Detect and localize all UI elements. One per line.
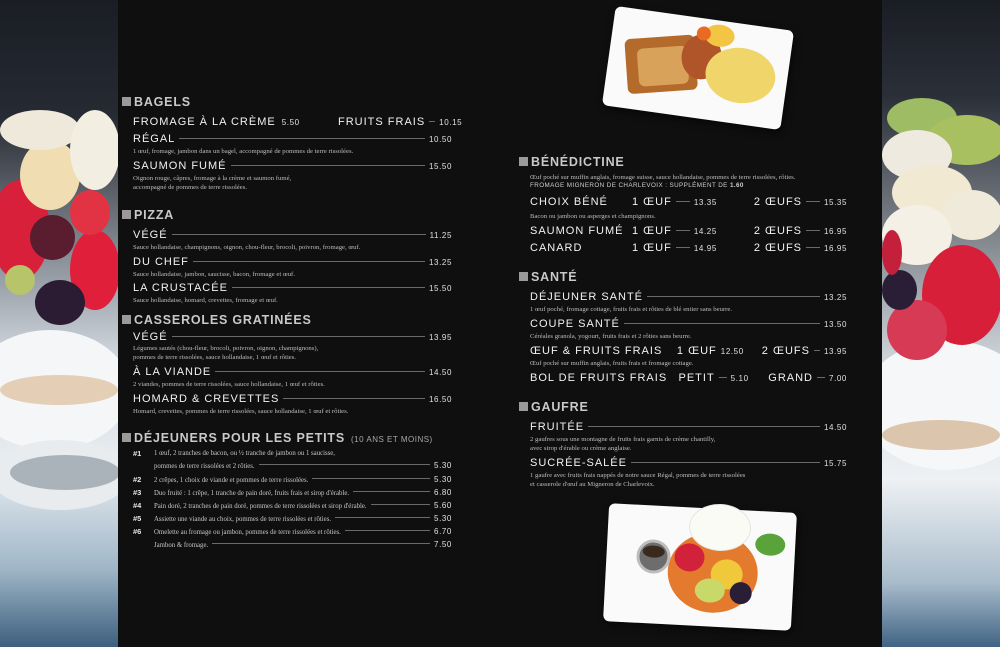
kid-item-text: Assiette une viande au choix, pommes de terre rissolées et rôties. bbox=[154, 516, 332, 523]
square-bullet-icon bbox=[122, 97, 131, 106]
price-petit: 5.10 bbox=[730, 374, 749, 383]
kid-item-text: Omelette au fromage ou jambon, pommes de terre rissolées et rôties. bbox=[154, 529, 341, 536]
menu-item-oeuf-fruits bbox=[530, 345, 847, 357]
left-food-photo bbox=[0, 0, 118, 647]
item-description: Oignon rouge, câpres, fromage à la crème et saumon fumé, bbox=[133, 175, 292, 182]
leader-line bbox=[676, 230, 690, 231]
two-eggs-label: 2 ŒUFS bbox=[753, 196, 803, 208]
leader-line bbox=[817, 377, 825, 378]
kid-item-6b bbox=[154, 540, 452, 549]
section-subtitle: (10 ANS ET MOINS) bbox=[351, 435, 433, 444]
bowl-shape bbox=[882, 340, 1000, 470]
leader-line bbox=[676, 247, 690, 248]
price-one-egg: 12.50 bbox=[720, 347, 744, 356]
item-name: À LA VIANDE bbox=[133, 366, 212, 378]
section-title-text: SANTÉ bbox=[531, 270, 578, 284]
kid-item-6 bbox=[154, 527, 452, 536]
square-bullet-icon bbox=[122, 433, 131, 442]
square-bullet-icon bbox=[122, 315, 131, 324]
section-title-text: BAGELS bbox=[134, 95, 191, 109]
supplement-note bbox=[530, 182, 744, 189]
item-price: 5.50 bbox=[281, 118, 300, 127]
menu-item-dejeuner-sante bbox=[530, 291, 847, 303]
blackberry-shape bbox=[35, 280, 85, 325]
raspberry-shape bbox=[70, 190, 110, 235]
section-title-text: PIZZA bbox=[134, 208, 175, 222]
strawberry-shape-2 bbox=[882, 230, 902, 275]
item-price: 14.50 bbox=[823, 423, 847, 432]
menu-item-fruits-frais-bagel bbox=[338, 116, 463, 128]
petit-label: PETIT bbox=[678, 372, 715, 384]
section-title-text: BÉNÉDICTINE bbox=[531, 155, 625, 169]
item-price: 14.50 bbox=[428, 368, 452, 377]
spoon-shape bbox=[10, 455, 118, 490]
two-eggs-label: 2 ŒUFS bbox=[753, 225, 803, 237]
kid-item-text: Pain doré, 2 tranches de pain doré, pommes de terre rissolées et sirop d'érable. bbox=[154, 503, 367, 510]
section-title-benedictine bbox=[519, 155, 625, 169]
item-name: SAUMON FUMÉ bbox=[530, 225, 624, 237]
item-price: 10.15 bbox=[439, 118, 463, 127]
item-price: 5.30 bbox=[434, 514, 452, 523]
section-title-gaufre bbox=[519, 400, 589, 414]
item-description: Sauce hollandaise, champignons, oignon, chou-fleur, brocoli, poivron, fromage, œuf. bbox=[133, 244, 361, 251]
grand-label: GRAND bbox=[768, 372, 814, 384]
kid-item-text: Jambon & fromage. bbox=[154, 542, 209, 549]
leader-line bbox=[212, 543, 430, 544]
menu-item-pizza-vege bbox=[133, 229, 452, 241]
item-description: 1 œuf poché, fromage cottage, fruits frais et rôties de blé entier sans beurre. bbox=[530, 306, 733, 313]
banana-shape-2 bbox=[70, 110, 118, 190]
section-title-casseroles bbox=[122, 313, 312, 327]
item-price: 6.70 bbox=[434, 527, 452, 536]
leader-line bbox=[814, 350, 820, 351]
item-price: 11.25 bbox=[429, 231, 452, 240]
item-description: 2 gaufres sous une montagne de fruits frais garnis de crème chantilly, bbox=[530, 436, 716, 443]
leader-line bbox=[179, 138, 425, 139]
banana-shape bbox=[0, 110, 80, 150]
leader-line bbox=[806, 247, 820, 248]
menu-panel bbox=[118, 0, 882, 647]
grape-shape bbox=[30, 215, 75, 260]
menu-item-fromage-creme bbox=[133, 116, 333, 128]
granola-shape bbox=[882, 420, 1000, 450]
kid-item-4 bbox=[154, 501, 452, 510]
item-name: ŒUF & FRUITS FRAIS bbox=[530, 345, 663, 357]
item-price: 13.25 bbox=[428, 258, 452, 267]
menu-item-saumon-fume-bagel bbox=[133, 160, 452, 172]
kid-item-number: #2 bbox=[133, 475, 142, 484]
right-food-photo bbox=[882, 0, 1000, 647]
item-price: 7.50 bbox=[434, 540, 452, 549]
one-egg-label: 1 ŒUF bbox=[632, 225, 672, 237]
menu-item-pizza-crustacee bbox=[133, 282, 452, 294]
leader-line bbox=[676, 201, 690, 202]
kid-item-text: pommes de terre rissolées et 2 rôties. bbox=[154, 463, 255, 470]
item-description: 1 gaufre avec fruits frais nappés de notre sauce Régal, pommes de terre rissolées bbox=[530, 472, 746, 479]
item-name: VÉGÉ bbox=[133, 331, 168, 343]
one-egg-label: 1 ŒUF bbox=[632, 242, 672, 254]
item-description: Homard, crevettes, pommes de terre rissolées, sauce hollandaise, 1 œuf et rôties. bbox=[133, 408, 349, 415]
item-price: 15.50 bbox=[428, 284, 452, 293]
kid-item-number: #3 bbox=[133, 488, 142, 497]
kid-item-text: 2 crêpes, 1 choix de viande et pommes de terre rissolées. bbox=[154, 477, 309, 484]
kid-item-number: #5 bbox=[133, 514, 142, 523]
item-description: et casserole d'œuf au Migneron de Charlevoix. bbox=[530, 481, 655, 488]
square-bullet-icon bbox=[519, 402, 528, 411]
plate-waffle-photo bbox=[603, 503, 797, 631]
item-description: Sauce hollandaise, jambon, saucisse, bacon, fromage et œuf. bbox=[133, 271, 295, 278]
price-one-egg: 13.35 bbox=[693, 198, 717, 207]
item-price: 15.50 bbox=[428, 162, 452, 171]
item-name: VÉGÉ bbox=[133, 229, 168, 241]
supplement-price: 1.60 bbox=[729, 182, 744, 189]
kid-item-5 bbox=[154, 514, 452, 523]
item-price: 5.30 bbox=[434, 475, 452, 484]
section-description: Œuf poché sur muffin anglais, fromage suisse, sauce hollandaise, pommes de terre rissolées, rôties. bbox=[530, 174, 796, 181]
leader-line bbox=[353, 491, 430, 492]
leader-line bbox=[215, 371, 425, 372]
leader-line bbox=[429, 121, 435, 122]
item-description: Sauce hollandaise, homard, crevettes, fromage et œuf. bbox=[133, 297, 278, 304]
menu-item-casserole-viande bbox=[133, 366, 452, 378]
supplement-text: FROMAGE MIGNERON DE CHARLEVOIX : SUPPLÉMENT DE bbox=[530, 182, 728, 189]
section-title-text: CASSEROLES GRATINÉES bbox=[134, 313, 312, 327]
price-grand: 7.00 bbox=[829, 374, 847, 383]
item-price: 10.50 bbox=[428, 135, 452, 144]
leader-line bbox=[259, 464, 430, 465]
section-title-sante bbox=[519, 270, 577, 284]
kid-item-text: Duo fruité : 1 crêpe, 1 tranche de pain doré, fruits frais et sirop d'érable. bbox=[154, 490, 350, 497]
item-price: 5.30 bbox=[434, 461, 452, 470]
one-egg-label: 1 ŒUF bbox=[676, 345, 717, 357]
leader-line bbox=[232, 287, 425, 288]
grape-green-shape bbox=[5, 265, 35, 295]
menu-item-coupe-sante bbox=[530, 318, 847, 330]
price-two-eggs: 15.35 bbox=[823, 198, 847, 207]
item-name: LA CRUSTACÉE bbox=[133, 282, 228, 294]
item-price: 6.80 bbox=[434, 488, 452, 497]
item-name: RÉGAL bbox=[133, 133, 176, 145]
item-description: accompagné de pommes de terre rissolées. bbox=[133, 184, 248, 191]
kid-item-number: #1 bbox=[133, 449, 142, 458]
item-name: SAUMON FUMÉ bbox=[133, 160, 227, 172]
item-price: 13.50 bbox=[823, 320, 847, 329]
item-name: FRUITÉE bbox=[530, 421, 585, 433]
leader-line bbox=[588, 426, 820, 427]
leader-line bbox=[719, 377, 727, 378]
item-name: CHOIX BÉNÉ bbox=[530, 196, 608, 208]
leader-line bbox=[371, 504, 430, 505]
leader-line bbox=[283, 398, 425, 399]
leader-line bbox=[172, 336, 425, 337]
two-eggs-label: 2 ŒUFS bbox=[753, 242, 803, 254]
price-two-eggs: 16.95 bbox=[823, 227, 847, 236]
two-eggs-label: 2 ŒUFS bbox=[761, 345, 810, 357]
blackberry-shape bbox=[729, 582, 752, 605]
menu-item-bene-saumon bbox=[530, 225, 847, 237]
leader-line bbox=[806, 230, 820, 231]
section-title-pizza bbox=[122, 208, 174, 222]
kid-item-2 bbox=[154, 475, 452, 484]
price-two-eggs: 16.95 bbox=[823, 244, 847, 253]
leader-line bbox=[624, 323, 820, 324]
section-title-petits bbox=[122, 431, 433, 445]
item-name: COUPE SANTÉ bbox=[530, 318, 620, 330]
granola-shape bbox=[0, 375, 118, 405]
price-one-egg: 14.25 bbox=[693, 227, 717, 236]
item-name: FRUITS FRAIS bbox=[338, 116, 426, 128]
item-name: FROMAGE À LA CRÈME bbox=[133, 116, 276, 128]
item-name: CANARD bbox=[530, 242, 583, 254]
menu-item-choix-bene bbox=[530, 196, 847, 208]
square-bullet-icon bbox=[519, 157, 528, 166]
leader-line bbox=[647, 296, 820, 297]
menu-item-gaufre-fruitee bbox=[530, 421, 847, 433]
square-bullet-icon bbox=[519, 272, 528, 281]
menu-item-regal bbox=[133, 133, 452, 145]
leader-line bbox=[312, 478, 430, 479]
price-one-egg: 14.95 bbox=[693, 244, 717, 253]
leader-line bbox=[806, 201, 820, 202]
leader-line bbox=[631, 462, 820, 463]
item-description: 2 viandes, pommes de terre rissolées, sauce hollandaise, 1 œuf et rôties. bbox=[133, 381, 325, 388]
item-description: Légumes sautés (chou-fleur, brocoli, poivron, oignon, champignons), bbox=[133, 345, 319, 352]
leader-line bbox=[335, 517, 430, 518]
item-price: 13.95 bbox=[428, 333, 452, 342]
item-name: DÉJEUNER SANTÉ bbox=[530, 291, 644, 303]
kid-item-description: 1 œuf, 2 tranches de bacon, ou ½ tranche de jambon ou 1 saucisse, bbox=[154, 450, 336, 457]
kid-item-number: #4 bbox=[133, 501, 142, 510]
menu-item-casserole-vege bbox=[133, 331, 452, 343]
plate-eggs-toast-photo bbox=[602, 6, 794, 130]
item-description: 1 œuf, fromage, jambon dans un bagel, accompagné de pommes de terre rissolées. bbox=[133, 148, 354, 155]
blueberry-shape bbox=[882, 270, 917, 310]
menu-item-casserole-homard bbox=[133, 393, 452, 405]
section-title-bagels bbox=[122, 95, 191, 109]
item-description: Œuf poché sur muffin anglais, fruits frais et fromage cottage. bbox=[530, 360, 694, 367]
item-price: 13.25 bbox=[823, 293, 847, 302]
leader-line bbox=[345, 530, 430, 531]
item-description: Céréales granola, yogourt, fruits frais et 2 rôties sans beurre. bbox=[530, 333, 692, 340]
section-title-text: GAUFRE bbox=[531, 400, 589, 414]
item-name: SUCRÉE-SALÉE bbox=[530, 457, 627, 469]
item-name: HOMARD & CREVETTES bbox=[133, 393, 280, 405]
kid-item-number: #6 bbox=[133, 527, 142, 536]
item-price: 5.60 bbox=[434, 501, 452, 510]
section-title-text: DÉJEUNERS POUR LES PETITS bbox=[134, 431, 346, 445]
item-name: DU CHEF bbox=[133, 256, 189, 268]
square-bullet-icon bbox=[122, 210, 131, 219]
menu-item-bol-fruits bbox=[530, 372, 847, 384]
item-description: pommes de terre rissolées, sauce hollandaise, 1 œuf et rôties. bbox=[133, 354, 297, 361]
item-price: 16.50 bbox=[428, 395, 452, 404]
leader-line bbox=[231, 165, 425, 166]
one-egg-label: 1 ŒUF bbox=[632, 196, 672, 208]
price-two-eggs: 13.95 bbox=[823, 347, 847, 356]
item-description: Bacon ou jambon ou asperges et champignons. bbox=[530, 213, 656, 220]
leader-line bbox=[172, 234, 426, 235]
leader-line bbox=[193, 261, 425, 262]
item-description: avec sirop d'érable ou crème anglaise. bbox=[530, 445, 632, 452]
kid-item-1 bbox=[154, 461, 452, 470]
menu-item-bene-canard bbox=[530, 242, 847, 254]
item-price: 15.75 bbox=[823, 459, 847, 468]
kid-item-3 bbox=[154, 488, 452, 497]
kiwi-shape bbox=[755, 533, 786, 557]
item-name: BOL DE FRUITS FRAIS bbox=[530, 372, 668, 384]
menu-item-gaufre-sucree-salee bbox=[530, 457, 847, 469]
menu-item-pizza-chef bbox=[133, 256, 452, 268]
